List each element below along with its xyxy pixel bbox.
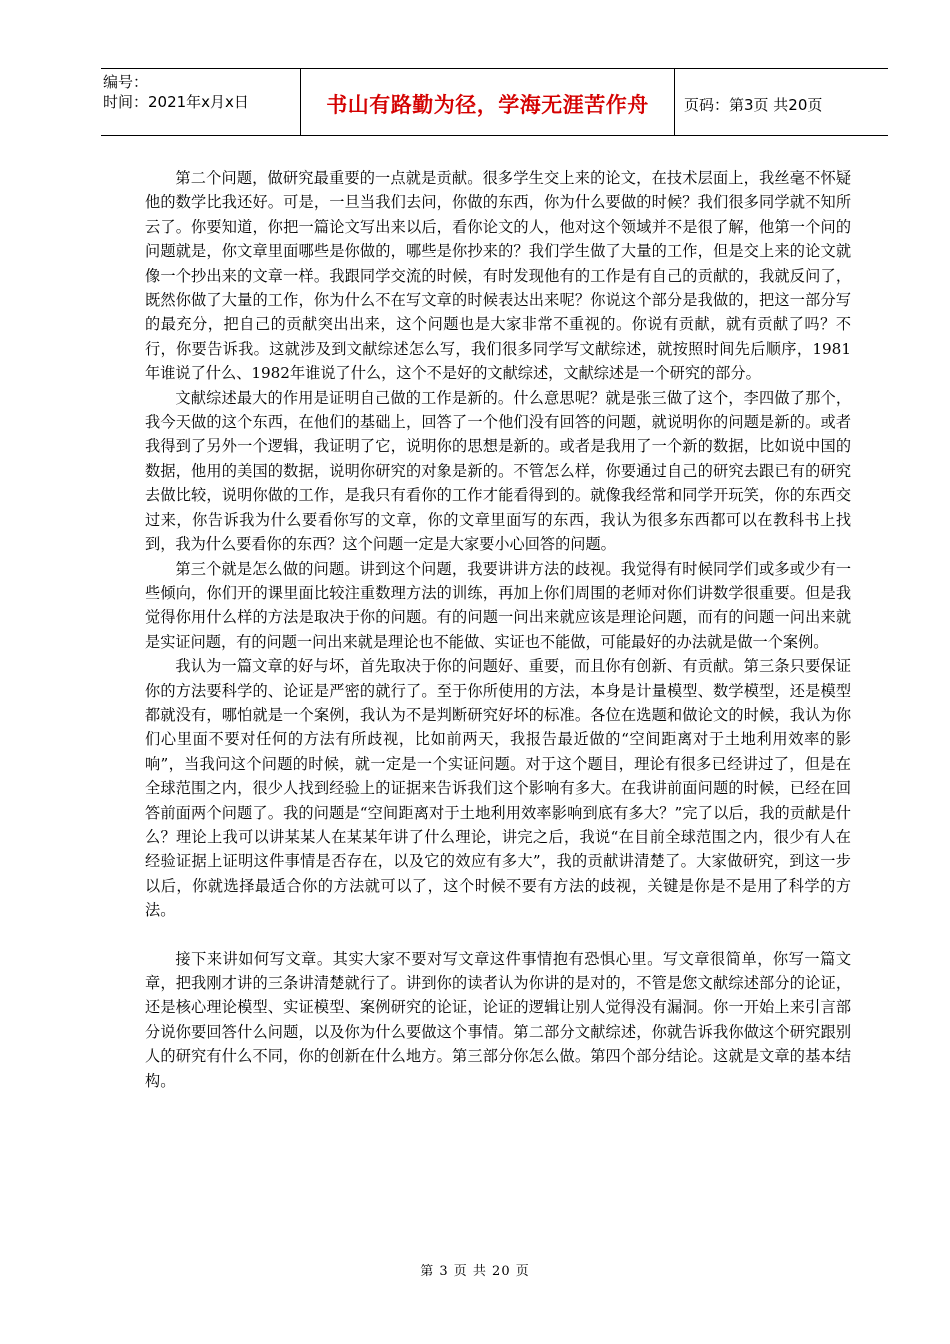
document-body (145, 166, 851, 1093)
paragraph: 文献综述最大的作用是证明自己做的工作是新的。什么意思呢？就是张三做了这个，李四做了那个，我今天做的这个东西，在他们的基础上，回答了一个他们没有回答的问题，就说明你的问题是新的。或者我得到了另外一个逻辑，我证明了它，说明你的思想是新的。或者是我用了一个新的数据，比如说中国的数据，他用的美国的数据，说明你研究的对象是新的。不管怎么样，你要通过自己的研究去跟已有的研究去做比较，说明你做的工作，是我只有看你的工作才能看得到的。就像我经常和同学开玩笑，你的东西交过来，你告诉我为什么要看你写的文章，你的文章里面写的东西，我认为很多东西都可以在教科书上找到，我为什么要看你的东西？这个问题一定是大家要小心回答的问题。 (145, 388, 851, 554)
header-meta (101, 69, 301, 135)
header-motto: 书山有路勤为径，学海无涯苦作舟 (301, 69, 675, 135)
paragraph: 接下来讲如何写文章。其实大家不要对写文章这件事情抱有恐惧心里。写文章很简单，你写一篇文章，把我刚才讲的三条讲清楚就行了。讲到你的读者认为你讲的是对的，不管是您文献综述部分的论证，还是核心理论模型、实证模型、案例研究的论证，论证的逻辑让别人觉得没有漏洞。你一开始上来引言部分说你要回答什么问题，以及你为什么要做这个事情。第二部分文献综述，你就告诉我你做这个研究跟别人的研究有什么不同，你的创新在什么地方。第三部分你怎么做。第四个部分结论。这就是文章的基本结构。 (145, 949, 851, 1090)
time-label: 时间：2021年x月x日 (103, 93, 249, 111)
paragraph: 第三个就是怎么做的问题。讲到这个问题，我要讲讲方法的歧视。我觉得有时候同学们或多或少有一些倾向，你们开的课里面比较注重数理方法的训练，再加上你们周围的老师对你们讲数学很重要。但是我觉得你用什么样的方法是取决于你的问题。有的问题一问出来就应该是理论问题，而有的问题一问出来就是实证问题，有的问题一问出来就是理论也不能做、实证也不能做，可能最好的办法就是做一个案例。 (145, 559, 851, 651)
header-page-info: 页码：第3页 共20页 (684, 95, 823, 114)
number-label: 编号： (103, 73, 149, 91)
page-header (101, 68, 888, 136)
paragraph: 第二个问题，做研究最重要的一点就是贡献。很多学生交上来的论文，在技术层面上，我丝毫不怀疑他的数学比我还好。可是，一旦当我们去问，你做的东西，你为什么要做的时候？我们很多同学就不知所云了。你要知道，你把一篇论文写出来以后，看你论文的人，他对这个领域并不是很了解，他第一个问的问题就是，你文章里面哪些是你做的，哪些是你抄来的？我们学生做了大量的工作，但是交上来的论文就像一个抄出来的文章一样。我跟同学交流的时候，有时发现他有的工作是有自己的贡献的，我就反问了，既然你做了大量的工作，你为什么不在写文章的时候表达出来呢？你说这个部分是我做的，把这一部分写的最充分，把自己的贡献突出出来，这个问题也是大家非常不重视的。你说有贡献，就有贡献了吗？不行，你要告诉我。这就涉及到文献综述怎么写，我们很多同学写文献综述，就按照时间先后顺序，1981年谁说了什么、1982年谁说了什么，这个不是好的文献综述，文献综述是一个研究的部分。 (145, 169, 851, 383)
page-footer: 第 3 页 共 20 页 (420, 1264, 530, 1279)
paragraph: 我认为一篇文章的好与坏，首先取决于你的问题好、重要，而且你有创新、有贡献。第三条只要保证你的方法要科学的、论证是严密的就行了。至于你所使用的方法，本身是计量模型、数学模型，还是模型都就没有，哪怕就是一个案例，我认为不是判断研究好坏的标准。各位在选题和做论文的时候，我认为你们心里面不要对任何的方法有所歧视，比如前两天，我报告最近做的“空间距离对于土地利用效率的影响”，当我问这个问题的时候，就一定是一个实证问题。对于这个题目，理论有很多已经讲过了，但是在全球范围之内，很少人找到经验上的证据来告诉我们这个影响有多大。在我讲前面问题的时候，已经在回答前面两个问题了。我的问题是“空间距离对于土地利用效率影响到底有多大？”完了以后，我的贡献是什么？理论上我可以讲某某人在某某年讲了什么理论，讲完之后，我说“在目前全球范围之内，很少有人在经验证据上证明这件事情是否存在，以及它的效应有多大”，我的贡献讲清楚了。大家做研究，到这一步以后，你就选择最适合你的方法就可以了，这个时候不要有方法的歧视，关键是你是不是用了科学的方法。 (145, 657, 851, 920)
